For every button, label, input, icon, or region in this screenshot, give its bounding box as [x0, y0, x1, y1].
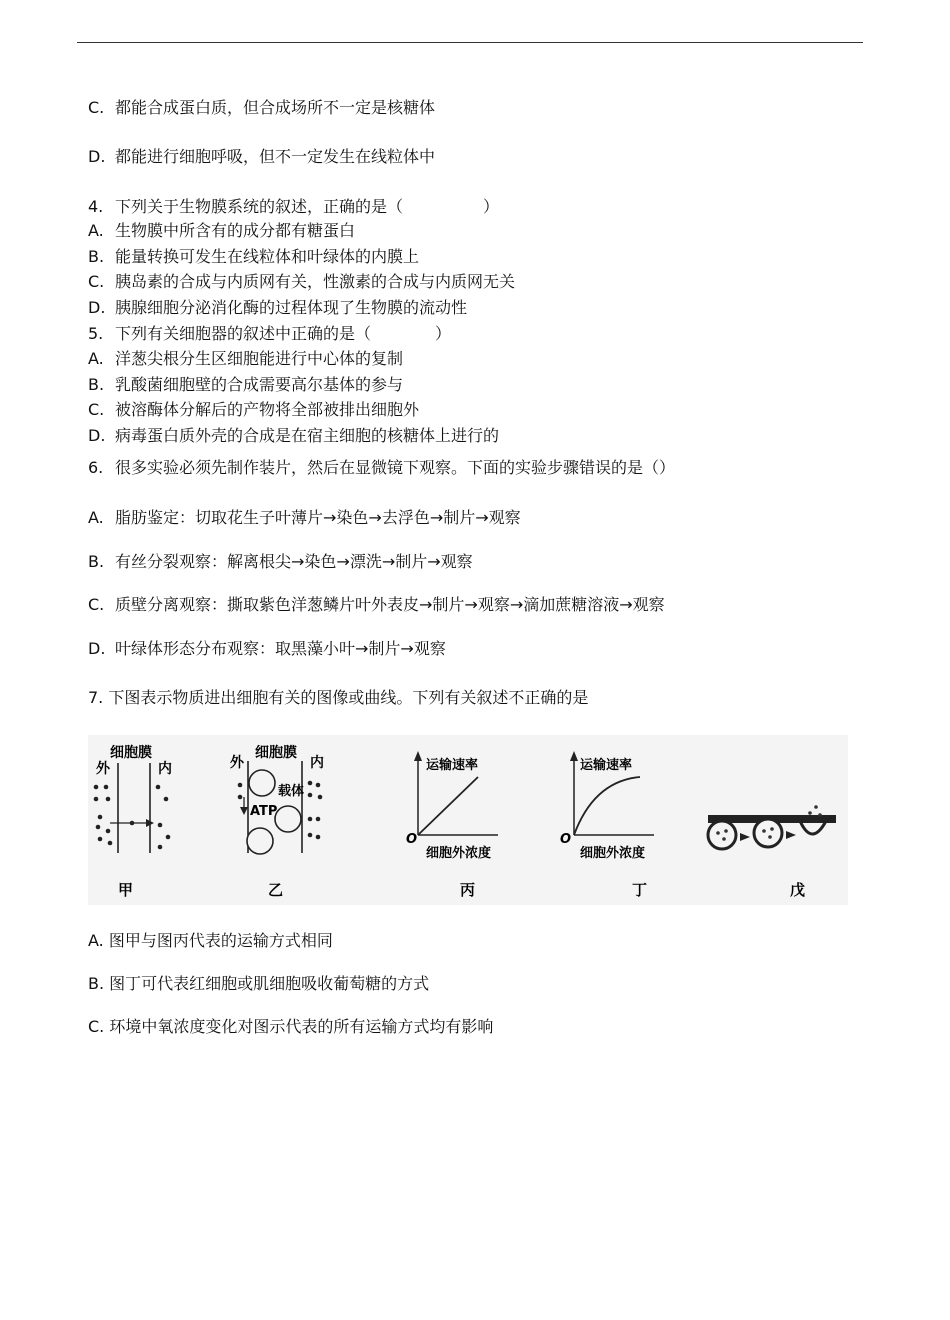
yi-carrier-protein-mid — [275, 806, 301, 832]
yi-atp-label: ATP — [250, 804, 278, 819]
q7-option-c: C. 环境中氧浓度变化对图示代表的所有运输方式均有影响 — [88, 1017, 494, 1036]
ding-caption: 丁 — [632, 881, 648, 899]
yi-inside-label: 内 — [310, 755, 324, 771]
transport-diagram — [88, 735, 848, 905]
yi-carrier-protein-bottom — [247, 828, 273, 854]
q7-stem: 7. 下图表示物质进出细胞有关的图像或曲线。下列有关叙述不正确的是 — [88, 688, 589, 707]
yi-carrier-label: 载体 — [278, 784, 305, 799]
bing-x-label: 细胞外浓度 — [426, 846, 492, 861]
q5-option-d: D. 病毒蛋白质外壳的合成是在宿主细胞的核糖体上进行的 — [88, 426, 500, 445]
q7-option-a: A. 图甲与图丙代表的运输方式相同 — [88, 931, 333, 950]
q6-stem: 6. 很多实验必须先制作装片，然后在显微镜下观察。下面的实验步骤错误的是（） — [88, 458, 676, 477]
q3-option-d: D. 都能进行细胞呼吸，但不一定发生在线粒体中 — [88, 147, 436, 166]
q7-option-b: B. 图丁可代表红细胞或肌细胞吸收葡萄糖的方式 — [88, 974, 430, 993]
ding-y-label: 运输速率 — [580, 758, 633, 773]
yi-carrier-protein-top — [249, 770, 275, 796]
jia-inside-label: 内 — [158, 761, 172, 777]
yi-caption: 乙 — [268, 881, 284, 899]
yi-membrane-label: 细胞膜 — [255, 745, 297, 761]
q4-option-b: B. 能量转换可发生在线粒体和叶绿体的内膜上 — [88, 247, 420, 266]
jia-membrane-label: 细胞膜 — [110, 745, 152, 761]
q6-option-b: B. 有丝分裂观察：解离根尖→染色→漂洗→制片→观察 — [88, 552, 473, 571]
ding-x-label: 细胞外浓度 — [580, 846, 646, 861]
q5-option-b: B. 乳酸菌细胞壁的合成需要高尔基体的参与 — [88, 375, 404, 394]
jia-caption: 甲 — [118, 881, 134, 899]
q6-option-c: C. 质壁分离观察：撕取紫色洋葱鳞片叶外表皮→制片→观察→滴加蔗糖溶液→观察 — [88, 595, 665, 614]
q7-figure — [88, 735, 848, 905]
q3-option-c: C. 都能合成蛋白质，但合成场所不一定是核糖体 — [88, 98, 436, 117]
jia-outside-label: 外 — [96, 761, 110, 777]
bing-origin: O — [406, 832, 418, 847]
q5-option-c: C. 被溶酶体分解后的产物将全部被排出细胞外 — [88, 400, 420, 419]
q5-option-a: A. 洋葱尖根分生区细胞能进行中心体的复制 — [88, 349, 404, 368]
q4-stem: 4. 下列关于生物膜系统的叙述，正确的是（ ） — [88, 197, 500, 216]
q6-option-d: D. 叶绿体形态分布观察：取黑藻小叶→制片→观察 — [88, 639, 446, 658]
q4-option-c: C. 胰岛素的合成与内质网有关，性激素的合成与内质网无关 — [88, 272, 516, 291]
wu-caption: 戊 — [790, 881, 806, 899]
q4-option-d: D. 胰腺细胞分泌消化酶的过程体现了生物膜的流动性 — [88, 298, 468, 317]
q6-option-a: A. 脂肪鉴定：切取花生子叶薄片→染色→去浮色→制片→观察 — [88, 508, 521, 527]
yi-outside-label: 外 — [230, 755, 244, 771]
bing-y-label: 运输速率 — [426, 758, 479, 773]
bing-caption: 丙 — [460, 881, 476, 899]
header-rule — [77, 42, 863, 43]
q4-option-a: A. 生物膜中所含有的成分都有糖蛋白 — [88, 221, 356, 240]
q5-stem: 5. 下列有关细胞器的叙述中正确的是（ ） — [88, 324, 452, 343]
ding-origin: O — [560, 832, 572, 847]
wu-vesicle-1 — [708, 821, 736, 849]
wu-vesicle-2 — [754, 819, 782, 847]
